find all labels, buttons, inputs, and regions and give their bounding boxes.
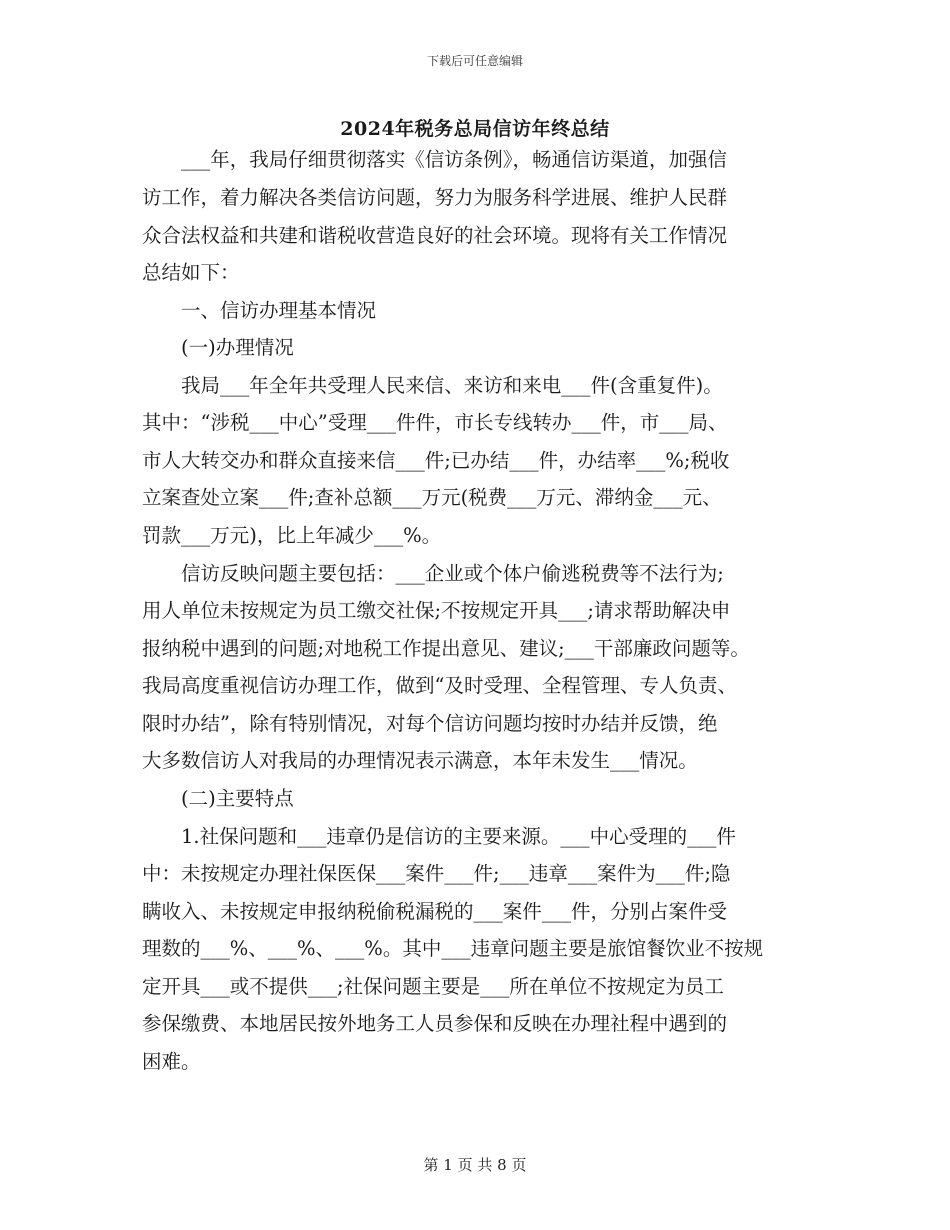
body-line: 众合法权益和共建和谐税收营造良好的社会环境。现将有关工作情况 xyxy=(142,224,728,247)
body-line: 立案查处立案___件;查补总额___万元(税费___万元、滞纳金___元、 xyxy=(142,486,722,509)
body-line: 用人单位未按规定为员工缴交社保;不按规定开具___;请求帮助解决申 xyxy=(142,599,731,622)
body-line: 信访反映问题主要包括：___企业或个体户偷逃税费等不法行为; xyxy=(142,562,724,585)
section-heading: 一、信访办理基本情况 xyxy=(142,299,377,322)
subsection-heading: (二)主要特点 xyxy=(142,787,294,810)
body-line: 1.社保问题和___违章仍是信访的主要来源。___中心受理的___件 xyxy=(142,825,736,848)
body-line: 其中：“涉税___中心”受理___件件，市长专线转办___件，市___局、 xyxy=(142,411,728,434)
body-line: 中：未按规定办理社保医保___案件___件;___违章___案件为___件;隐 xyxy=(142,862,731,885)
document-title: 2024年税务总局信访年终总结 xyxy=(340,118,610,140)
body-line: 访工作，着力解决各类信访问题，努力为服务科学进展、维护人民群 xyxy=(142,186,728,209)
subsection-heading: (一)办理情况 xyxy=(142,336,294,359)
body-line: 我局___年全年共受理人民来信、来访和来电___件(含重复件)。 xyxy=(142,374,723,397)
body-line: 瞒收入、未按规定申报纳税偷税漏税的___案件___件，分别占案件受 xyxy=(142,900,728,923)
body-line: 限时办结”，除有特别情况，对每个信访问题均按时办结并反馈，绝 xyxy=(142,712,718,735)
body-line: 总结如下： xyxy=(142,261,240,284)
body-line: 罚款___万元)，比上年减少___%。 xyxy=(142,524,442,547)
page-header: 下载后可任意编辑 xyxy=(426,54,523,68)
body-line: 理数的___%、___%、___%。其中___违章问题主要是旅馆餐饮业不按规 xyxy=(142,937,764,960)
body-line: 大多数信访人对我局的办理情况表示满意，本年未发生___情况。 xyxy=(142,749,698,772)
body-line: ___年，我局仔细贯彻落实《信访条例》，畅通信访渠道，加强信 xyxy=(142,148,728,171)
body-line: 报纳税中遇到的问题;对地税工作提出意见、建议;___干部廉政问题等。 xyxy=(142,637,750,660)
page-number: 第 1 页 共 8 页 xyxy=(423,1156,527,1174)
body-line: 我局高度重视信访办理工作，做到“及时受理、全程管理、专人负责、 xyxy=(142,674,737,697)
body-line: 市人大转交办和群众直接来信___件;已办结___件，办结率___%;税收 xyxy=(142,449,730,472)
body-line: 困难。 xyxy=(142,1050,201,1073)
body-line: 参保缴费、本地居民按外地务工人员参保和反映在办理社程中遇到的 xyxy=(142,1012,728,1035)
body-line: 定开具___或不提供___;社保问题主要是___所在单位不按规定为员工 xyxy=(142,975,724,998)
